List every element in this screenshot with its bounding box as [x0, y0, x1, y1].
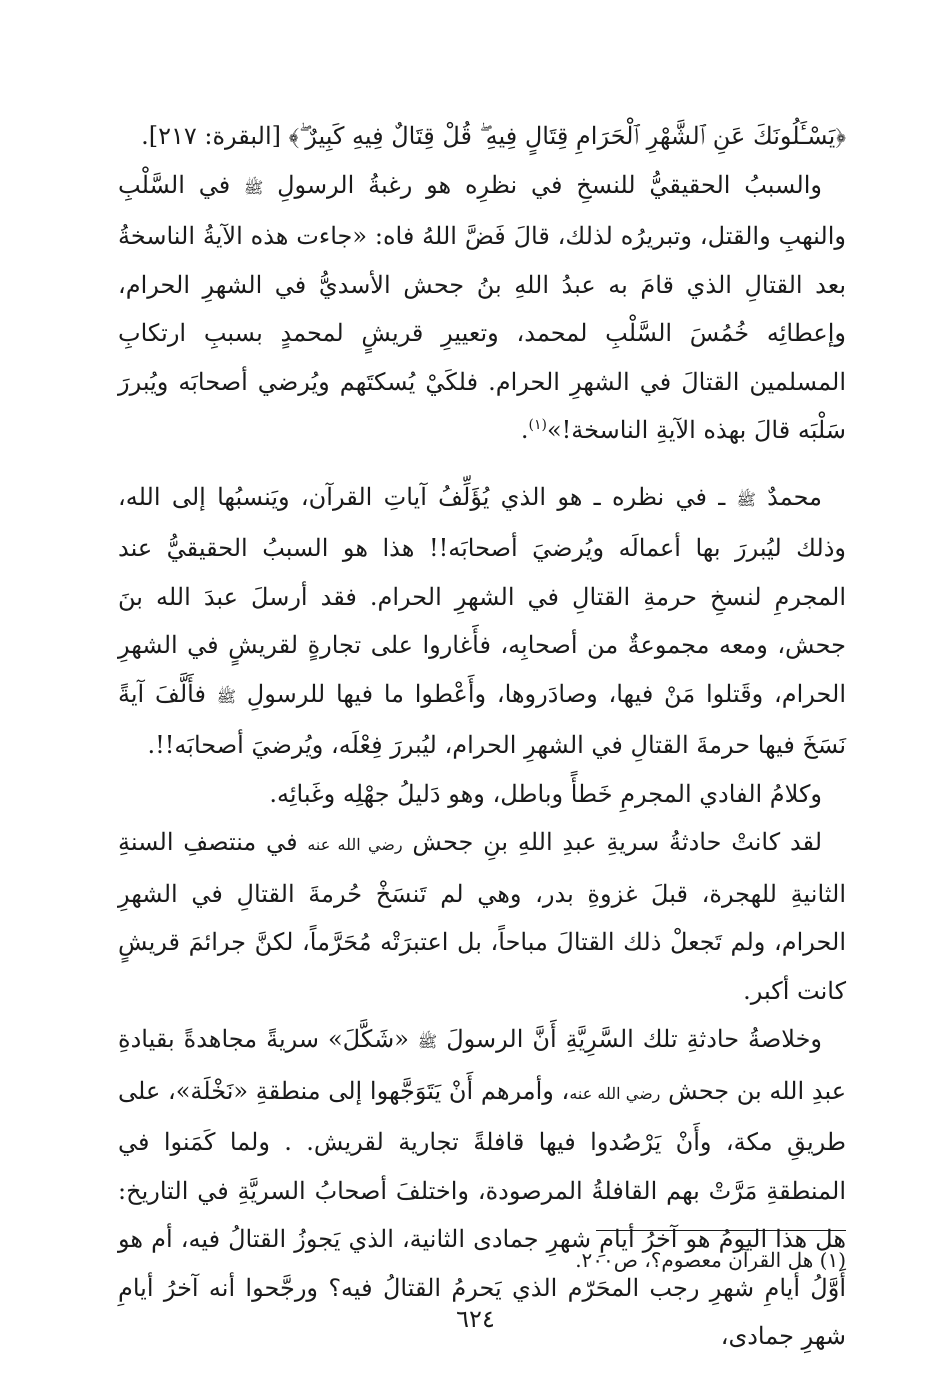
paragraph-2-text-c: فأَلَّفَ آيةً نَسَخَ فيها حرمةَ القتالِ في الشهرِ الحرام، ليُبررَ فِعْلَه، ويُرضيَ أصحابَه!!. — [118, 679, 846, 759]
paragraph-1-end: . — [520, 416, 529, 444]
paragraph-3 — [118, 770, 846, 819]
paragraph-4-text-b: في منتصفِ السنةِ الثانيةِ للهجرة، قبلَ غزوةِ بدر، وهي لم تَنسَخْ حُرمةَ القتالِ في الشهرِ الحرام، ولم تَجعلْ ذلك القتالَ مباحاً، بل اعتبرَتْه مُحَرَّماً، لكنَّ جرائمَ قريشٍ كانت أكبر. — [118, 828, 846, 1005]
paragraph-2-text-b: ـ في نظره ـ هو الذي يُؤَلِّفُ آياتِ القرآن، ويَنسبُها إلى الله، وذلك ليُبررَ بها أعمالَه ويُرضيَ أصحابَه!! هذا هو السببُ الحقيقيُّ عند المجرمِ لنسخِ حرمةِ القتالِ في الشهرِ الحرام. فقد أرسلَ عبدَ الله بنَ جحش، ومعه مجموعةٌ من أصحابِه، فأَغاروا على تجارةٍ لقريشٍ في الشهرِ الحرام، وقَتلوا مَنْ فيها، وصادَروها، وأَعْطوا ما فيها للرسولِ — [118, 482, 847, 708]
honorific-glyph: رضي الله عنه — [569, 1083, 661, 1103]
paragraph-3-text: وكلامُ الفادي المجرمِ خَطأً وباطل، وهو دَليلُ جهْلِه وغَبائِه. — [269, 779, 822, 808]
footnote: (١) هل القرآن معصوم؟، ص٢٠٠. — [575, 1248, 846, 1272]
paragraph-5-text-c: ، وأمرهم أَنْ يَتَوَجَّهوا إلى منطقةِ «نَخْلَة»، على طريقِ مكة، وأَنْ يَرْصُدوا فيها قافلةً تجارية لقريش. . ولما كَمَنوا في المنطقةِ مَرَّتْ بهم القافلةُ المرصودة، واختلفَ أصحابُ السريَّةِ في التاريخ: هل هذا اليومُ هو آخرُ أيامِ شهرِ جمادى الثانية، الذي يَجوزُ القتالُ فيه، أم هو أَوَّلُ أيامِ شهرِ رجب المحَرّم الذي يَحرمُ القتالُ فيه؟ ورجَّحوا أنه آخرُ أيامِ شهرِ جمادى، — [118, 1076, 846, 1350]
verse-reference: [البقرة: ٢١٧]. — [141, 122, 289, 150]
footnote-divider — [596, 1230, 846, 1231]
paragraph-5-text-a: وخلاصةُ حادثةِ تلك السَّرِيَّةِ أَنَّ الرسولَ — [437, 1025, 823, 1053]
honorific-glyph: ﷺ — [736, 489, 756, 509]
paragraph-1-text-b: في السَّلْبِ والنهبِ والقتل، وتبريرُه لذلك، قالَ فَضَّ اللهُ فاه: «جاءت هذه الآيةُ الناسخةُ بعد القتالِ الذي قامَ به عبدُ اللهِ بنُ جحش الأسديُّ في الشهرِ الحرام، وإعطائِه خُمُسَ السَّلْبِ لمحمد، وتعييرِ قريشٍ لمحمدٍ بسببِ ارتكابِ المسلمين القتالَ في الشهرِ الحرام. فلكَيْ يُسكتَهم ويُرضي أصحابَه ويُبررَ سَلْبَه قالَ بهذه الآيةِ الناسخة!» — [118, 170, 846, 444]
quran-verse-paragraph — [118, 112, 846, 161]
paragraph-1 — [118, 161, 846, 455]
paragraph-4 — [118, 818, 846, 1015]
main-text — [118, 112, 846, 1361]
paragraph-2-text-a: محمدٌ — [755, 482, 822, 511]
paragraph-4-text-a: لقد كانتْ حادثةُ سريةِ عبدِ اللهِ بنِ جحش — [402, 828, 823, 856]
paragraph-1-text-a: والسببُ الحقيقيُّ للنسخِ في نظرِه هو رغبةُ الرسولِ — [263, 170, 823, 199]
honorific-glyph: ﷺ — [243, 177, 264, 197]
honorific-glyph: رضي الله عنه — [307, 835, 403, 854]
honorific-glyph: ﷺ — [216, 686, 237, 706]
page-number: ٦٢٤ — [456, 1305, 495, 1333]
honorific-glyph: ﷺ — [417, 1032, 438, 1051]
quran-verse: ﴿يَسْـَٔلُونَكَ عَنِ ٱلشَّهْرِ ٱلْحَرَامِ قِتَالٍ فِيهِ ۖ قُلْ قِتَالٌ فِيهِ كَبِيرٌ ۖ﴾ — [288, 122, 846, 150]
paragraph-5-text-b: «شَكَّلَ» سريةً مجاهدةً بقيادةِ عبدِ الله بن جحش — [118, 1025, 847, 1105]
paragraph-2 — [118, 473, 846, 770]
footnote-reference: (١) — [528, 417, 547, 433]
